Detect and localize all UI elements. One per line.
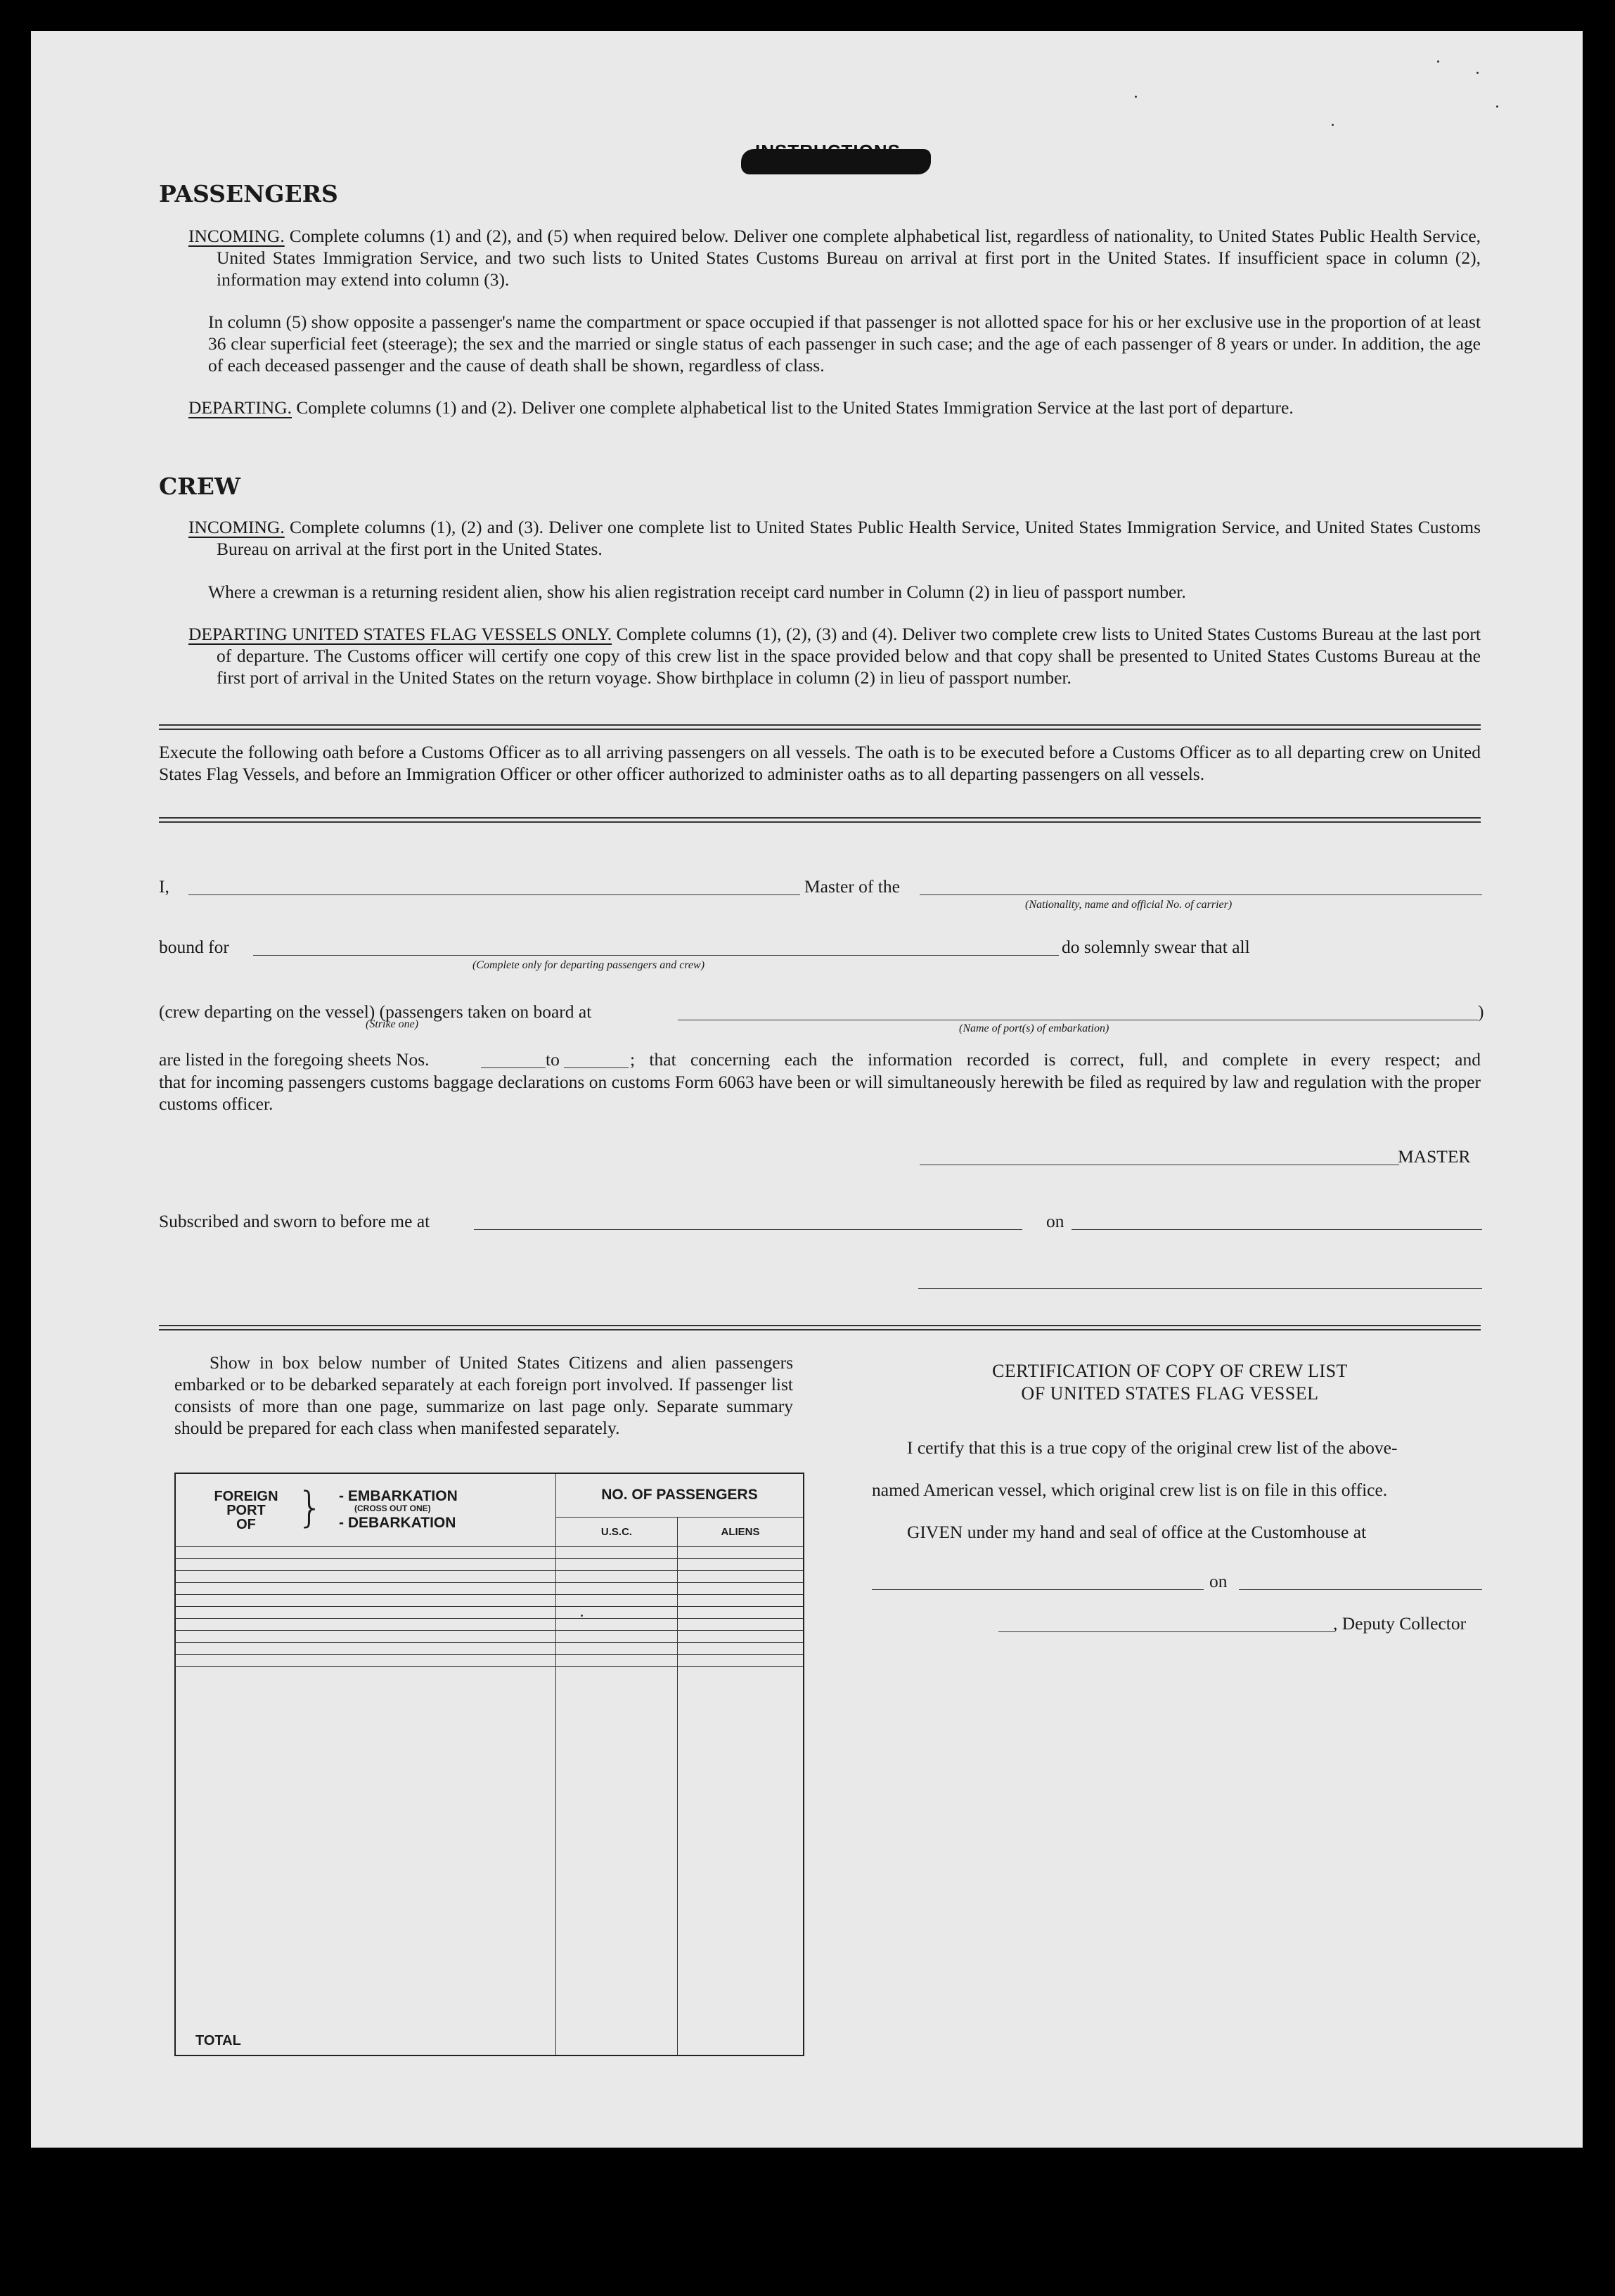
aliens-cell[interactable] xyxy=(678,1558,804,1570)
port-cell[interactable] xyxy=(175,1582,556,1594)
port-cell[interactable] xyxy=(175,1606,556,1618)
aliens-cell[interactable] xyxy=(678,1642,804,1654)
aliens-cell[interactable] xyxy=(678,1618,804,1630)
certification-title xyxy=(861,1360,1479,1405)
usc-cell[interactable] xyxy=(556,1630,678,1642)
strike-one-caption: (Strike one) xyxy=(366,1018,419,1030)
port-cell[interactable] xyxy=(175,1654,556,1666)
passengers-column5-paragraph: In column (5) show opposite a passenger's name the compartment or space occupied if that passenger is not allotted space for his or her exclusive use in the proportion of at least 36 clear superficial feet (steerage); the sex and the married or single status of each passenger in such case; and the age of each passenger of 8 years or under. In addition, the age of each deceased passenger and the cause of death shall be shown, regardless of class. xyxy=(208,312,1481,376)
master-of-the-label: Master of the xyxy=(804,876,900,897)
aliens-header: ALIENS xyxy=(678,1517,804,1546)
scan-speck xyxy=(1437,60,1439,63)
summary-instruction: Show in box below number of United States Citizens and alien passengers embarked or to be debarked separately at each foreign port involved. If passenger list consists of more than one page, summarize on last page only. Separate summary should be prepared for each class when manifested separately. xyxy=(174,1352,793,1438)
crew-departing-paragraph xyxy=(188,623,1481,688)
scan-speck xyxy=(581,1615,583,1617)
crew-resident-paragraph: Where a crewman is a returning resident alien, show his alien registration receipt card number in Column (2) in lieu of passport number. xyxy=(208,582,1186,602)
oath-i-label: I, xyxy=(159,876,169,897)
subscribed-date-field[interactable] xyxy=(1072,1229,1482,1230)
port-cell[interactable] xyxy=(175,1618,556,1630)
master-label: MASTER xyxy=(1398,1146,1471,1167)
certification-title-line1: CERTIFICATION OF COPY OF CREW LIST xyxy=(992,1361,1348,1381)
deputy-collector-label: , Deputy Collector xyxy=(1333,1613,1467,1634)
aliens-cell[interactable] xyxy=(678,1606,804,1618)
aliens-cell[interactable] xyxy=(678,1570,804,1582)
embarkation-label: - EMBARKATION xyxy=(339,1488,458,1504)
aliens-cell[interactable] xyxy=(678,1594,804,1606)
passengers-departing-paragraph xyxy=(188,397,1481,418)
port-header-cell xyxy=(175,1473,556,1546)
port-cell[interactable] xyxy=(175,1546,556,1558)
cross-out-label: (CROSS OUT ONE) xyxy=(354,1503,431,1513)
passengers-departing-label: DEPARTING. xyxy=(188,397,292,418)
usc-cell[interactable] xyxy=(556,1570,678,1582)
port-cell[interactable] xyxy=(175,1570,556,1582)
subscribed-on-label: on xyxy=(1046,1211,1064,1231)
aliens-cell[interactable] xyxy=(678,1546,804,1558)
given-line: GIVEN under my hand and seal of office at the Customhouse at xyxy=(907,1522,1367,1542)
scan-speck xyxy=(1476,72,1479,74)
debarkation-label: - DEBARKATION xyxy=(339,1515,456,1531)
crew-departing-label: DEPARTING UNITED STATES FLAG VESSELS ONLY. xyxy=(188,624,612,644)
deputy-collector-signature-field[interactable] xyxy=(998,1631,1334,1632)
scan-speck xyxy=(1332,124,1334,126)
usc-cell[interactable] xyxy=(556,1618,678,1630)
port-cell[interactable] xyxy=(175,1630,556,1642)
customhouse-field[interactable] xyxy=(872,1589,1204,1590)
form-sheet xyxy=(31,31,1583,2148)
port-cell[interactable] xyxy=(175,1558,556,1570)
usc-header: U.S.C. xyxy=(556,1517,678,1546)
listed-continuation: ; that concerning each the information recorded is correct, full, and complete in every respect; and xyxy=(630,1049,1481,1070)
passengers-incoming-label: INCOMING. xyxy=(188,226,285,246)
usc-cell[interactable] xyxy=(556,1546,678,1558)
certification-date-field[interactable] xyxy=(1239,1589,1482,1590)
officer-signature-field[interactable] xyxy=(918,1288,1482,1289)
of-word: OF xyxy=(236,1517,256,1532)
foreign-port-of-header xyxy=(204,1489,288,1532)
port-word: PORT xyxy=(226,1503,266,1518)
sheet-to-field[interactable] xyxy=(564,1067,629,1068)
master-name-field[interactable] xyxy=(188,894,800,895)
no-of-passengers-header: NO. OF PASSENGERS xyxy=(556,1473,804,1517)
certify-line2: named American vessel, which original crew list is on file in this office. xyxy=(872,1480,1388,1500)
port-caption: (Name of port(s) of embarkation) xyxy=(959,1022,1109,1034)
double-rule xyxy=(159,1325,1481,1330)
port-cell[interactable] xyxy=(175,1594,556,1606)
close-paren: ) xyxy=(1478,1001,1484,1022)
passengers-heading: PASSENGERS xyxy=(159,180,338,207)
usc-cell[interactable] xyxy=(556,1642,678,1654)
foreign-word: FOREIGN xyxy=(214,1489,278,1504)
instructions-title-text: INSTRUCTIONS xyxy=(755,141,901,162)
nationality-caption: (Nationality, name and official No. of carrier) xyxy=(1025,899,1233,911)
scan-speck xyxy=(1135,96,1137,98)
crew-incoming-paragraph xyxy=(188,516,1481,560)
bound-for-field[interactable] xyxy=(253,955,1059,956)
aliens-total-cell[interactable] xyxy=(678,1666,804,2056)
passengers-incoming-text: Complete columns (1) and (2), and (5) when required below. Deliver one complete alphabetical list, regardless of nationality, to United States Public Health Service, United States Immigration Service, and two such lists to United States Customs Bureau on arrival at first port in the United States. If insufficient space in column (2), information may extend into column (3). xyxy=(217,226,1481,290)
usc-cell[interactable] xyxy=(556,1606,678,1618)
aliens-cell[interactable] xyxy=(678,1654,804,1666)
subscribed-place-field[interactable] xyxy=(474,1229,1022,1230)
usc-cell[interactable] xyxy=(556,1582,678,1594)
passengers-departing-text: Complete columns (1) and (2). Deliver one complete alphabetical list to the United States Immigration Service at the last port of departure. xyxy=(296,397,1294,418)
usc-cell[interactable] xyxy=(556,1558,678,1570)
aliens-cell[interactable] xyxy=(678,1630,804,1642)
usc-total-cell[interactable] xyxy=(556,1666,678,2056)
certification-on-label: on xyxy=(1209,1571,1228,1591)
usc-cell[interactable] xyxy=(556,1594,678,1606)
summary-table xyxy=(174,1473,804,2056)
instructions-title xyxy=(741,141,931,179)
certify-line1: I certify that this is a true copy of the original crew list of the above- xyxy=(907,1437,1398,1458)
crew-heading: CREW xyxy=(159,473,240,500)
aliens-cell[interactable] xyxy=(678,1582,804,1594)
port-cell[interactable] xyxy=(175,1642,556,1654)
crew-departing-text: Complete columns (1), (2), (3) and (4). Deliver two complete crew lists to United States Customs Bureau at the last port of departure. The Customs officer will certify one copy of this crew list in the space provided below and that copy shall be presented to United States Customs Bureau at the first port of arrival in the United States on the return voyage. Show birthplace in column (2) in lieu of passport number. xyxy=(217,624,1481,688)
oath-instruction-paragraph: Execute the following oath before a Customs Officer as to all arriving passengers on all vessels. The oath is to be executed before a Customs Officer as to all departing crew on United States Flag Vessels, and before an Immigration Officer or other officer authorized to administer oaths as to all departing passengers on all vessels. xyxy=(159,742,1481,784)
listed-sheets-label: are listed in the foregoing sheets Nos. xyxy=(159,1049,430,1070)
total-label: TOTAL xyxy=(175,1666,556,2056)
usc-cell[interactable] xyxy=(556,1654,678,1666)
scan-speck xyxy=(1496,105,1498,108)
double-rule xyxy=(159,724,1481,730)
crew-passengers-label: (crew departing on the vessel) (passengers taken on board at xyxy=(159,1001,592,1022)
certification-title-line2: OF UNITED STATES FLAG VESSEL xyxy=(1021,1383,1319,1404)
crew-incoming-label: INCOMING. xyxy=(188,517,285,537)
brace-glyph: } xyxy=(297,1483,324,1532)
double-rule xyxy=(159,817,1481,823)
solemnly-swear-label: do solemnly swear that all xyxy=(1062,937,1250,957)
subscribed-label: Subscribed and sworn to before me at xyxy=(159,1211,430,1231)
passengers-incoming-paragraph xyxy=(188,225,1481,290)
complete-only-caption: (Complete only for departing passengers and crew) xyxy=(472,959,705,971)
crew-incoming-text: Complete columns (1), (2) and (3). Deliver one complete list to United States Public Health Service, United States Immigration Service, and United States Customs Bureau on arrival at the first port in the United States. xyxy=(217,517,1481,559)
bound-for-label: bound for xyxy=(159,937,229,957)
sheet-from-field[interactable] xyxy=(481,1067,546,1068)
to-label: to xyxy=(546,1049,560,1070)
carrier-field[interactable] xyxy=(920,894,1482,895)
baggage-declaration-paragraph: that for incoming passengers customs baggage declarations on customs Form 6063 have been or will simultaneously herewith be filed as required by law and regulation with the proper customs officer. xyxy=(159,1072,1481,1114)
